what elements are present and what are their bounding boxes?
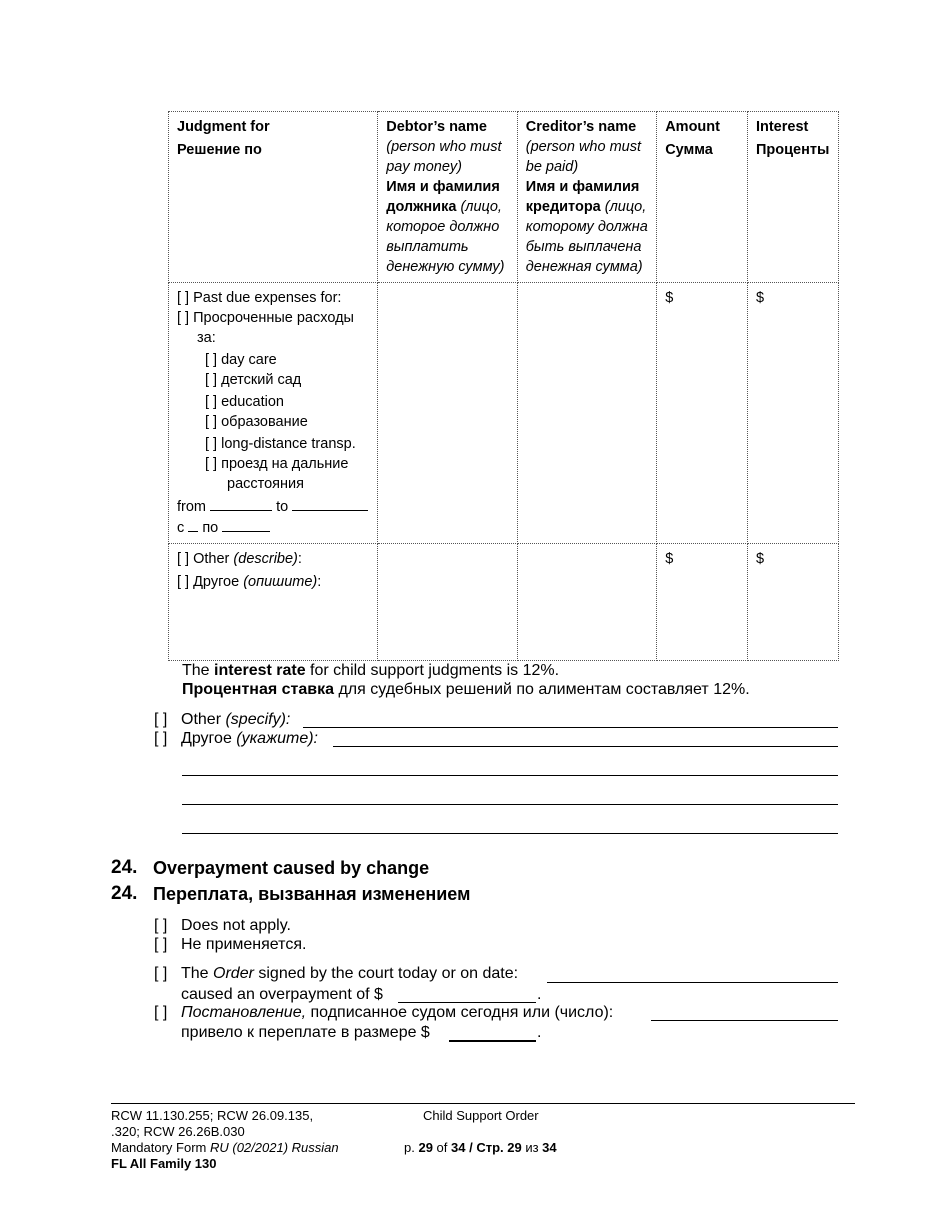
table-row-past-due — [169, 283, 839, 544]
header-creditor-ru-note: (лицо, которому должна быть выплачена денежная сумма) — [525, 199, 648, 275]
footer-rcw-line2: .320; RCW 26.26B.030 — [111, 1124, 245, 1139]
order-overpayment-label-en: The Order signed by the court today or on date: — [181, 965, 519, 982]
other-checkbox-en[interactable]: [ ] Other (describe): — [177, 551, 302, 567]
dollar-sign: $ — [665, 551, 674, 567]
to-label-ru: по — [202, 520, 219, 536]
from-label-en: from — [177, 499, 206, 515]
header-debtor-ru-note: (лицо, которое должно выплатить денежную сумму) — [386, 199, 505, 275]
transport-ru-cont: расстояния — [227, 476, 304, 492]
judgment-table — [168, 111, 839, 661]
header-creditor-en: Creditor’s name — [525, 119, 637, 135]
header-debtor-en: Debtor’s name — [386, 119, 487, 135]
dollar-sign: $ — [665, 290, 674, 306]
header-debtor — [378, 112, 518, 283]
table-row-other — [169, 544, 839, 661]
education-checkbox-en[interactable]: [ ] education — [205, 394, 284, 410]
other-specify-field-ru[interactable] — [333, 746, 838, 747]
header-creditor-ru: Имя и фамилия кредитора — [525, 179, 640, 215]
period: . — [537, 1024, 542, 1041]
header-interest-en: Interest — [755, 119, 809, 135]
table-header-row — [169, 112, 839, 283]
section-24-title-en: Overpayment caused by change — [153, 858, 430, 878]
header-amount — [657, 112, 748, 283]
past-due-interest-cell[interactable] — [747, 283, 838, 544]
education-checkbox-ru[interactable]: [ ] образование — [205, 414, 308, 430]
header-interest-ru: Проценты — [755, 142, 830, 158]
overpayment-amount-field-ru[interactable] — [449, 1040, 536, 1042]
section-24-title-ru: Переплата, вызванная изменением — [153, 884, 471, 904]
not-apply-label-en: Does not apply. — [181, 917, 291, 934]
other-checkbox-ru[interactable]: [ ] Другое (опишите): — [177, 574, 322, 590]
dollar-sign: $ — [755, 290, 765, 306]
footer-page-number: p. 29 of 34 / Стр. 29 из 34 — [404, 1140, 557, 1155]
header-debtor-ru: Имя и фамилия должника — [386, 179, 500, 215]
order-overpayment-checkbox-en[interactable]: [ ] — [154, 965, 168, 982]
other-specify-line-3[interactable] — [182, 804, 838, 805]
from-date-field[interactable] — [210, 496, 272, 511]
footer-mandatory-form: Mandatory Form RU (02/2021) Russian — [111, 1140, 339, 1155]
other-specify-checkbox-en[interactable]: [ ] — [154, 711, 168, 728]
overpayment-amount-label-ru: привело к переплате в размере $ — [181, 1024, 430, 1041]
past-due-checkbox-ru[interactable]: [ ] Просроченные расходы — [177, 310, 354, 326]
other-specify-label-en: Other (specify): — [181, 711, 291, 728]
transport-checkbox-ru[interactable]: [ ] проезд на дальние — [205, 456, 349, 472]
header-judgment-en: Judgment for — [177, 119, 270, 135]
not-apply-checkbox-ru[interactable]: [ ] — [154, 936, 168, 953]
from-date-field-ru[interactable] — [188, 517, 198, 532]
transport-checkbox-en[interactable]: [ ] long-distance transp. — [205, 436, 356, 452]
past-due-debtor-cell[interactable] — [378, 283, 518, 544]
header-judgment — [169, 112, 378, 283]
other-specify-line-2[interactable] — [182, 775, 838, 776]
header-debtor-en-note: (person who must pay money) — [386, 139, 502, 175]
to-date-field-ru[interactable] — [222, 517, 270, 532]
section-24-number-en: 24. — [111, 857, 138, 878]
other-specify-label-ru: Другое (укажите): — [181, 730, 318, 747]
other-interest-cell[interactable] — [747, 544, 838, 661]
past-due-cell — [169, 283, 378, 544]
other-cell — [169, 544, 378, 661]
to-label-en: to — [276, 499, 289, 515]
period: . — [537, 986, 542, 1003]
overpayment-amount-label-en: caused an overpayment of $ — [181, 986, 383, 1003]
footer-form-title: Child Support Order — [423, 1108, 539, 1123]
not-apply-label-ru: Не применяется. — [181, 936, 307, 953]
header-interest — [747, 112, 838, 283]
past-due-amount-cell[interactable] — [657, 283, 748, 544]
section-24-number-ru: 24. — [111, 883, 138, 904]
from-label-ru: с — [177, 520, 185, 536]
header-creditor-en-note: (person who must be paid) — [525, 139, 642, 175]
order-overpayment-checkbox-ru[interactable]: [ ] — [154, 1004, 168, 1021]
footer-rcw-line1: RCW 11.130.255; RCW 26.09.135, — [111, 1108, 314, 1123]
past-due-checkbox-en[interactable]: [ ] Past due expenses for: — [177, 290, 342, 306]
order-date-field-ru[interactable] — [651, 1020, 838, 1021]
header-amount-ru: Сумма — [665, 142, 713, 158]
interest-note-ru: Процентная ставка для судебных решений по алиментам составляет 12%. — [182, 681, 750, 698]
footer-form-id: FL All Family 130 — [111, 1156, 217, 1171]
other-amount-cell[interactable] — [657, 544, 748, 661]
other-creditor-cell[interactable] — [517, 544, 656, 661]
interest-note-en: The interest rate for child support judgments is 12%. — [182, 662, 560, 679]
order-overpayment-label-ru: Постановление, подписанное судом сегодня или (число): — [181, 1004, 614, 1021]
dollar-sign: $ — [755, 551, 765, 567]
day-care-checkbox-ru[interactable]: [ ] детский сад — [205, 372, 302, 388]
header-judgment-ru: Решение по — [177, 142, 262, 158]
header-amount-en: Amount — [665, 119, 720, 135]
past-due-ru-cont: за: — [197, 330, 216, 346]
other-specify-checkbox-ru[interactable]: [ ] — [154, 730, 168, 747]
to-date-field[interactable] — [292, 496, 368, 511]
past-due-creditor-cell[interactable] — [517, 283, 656, 544]
other-specify-field-en[interactable] — [303, 727, 838, 728]
not-apply-checkbox-en[interactable]: [ ] — [154, 917, 168, 934]
order-date-field-en[interactable] — [547, 982, 838, 983]
other-specify-line-4[interactable] — [182, 833, 838, 834]
header-creditor — [517, 112, 656, 283]
day-care-checkbox-en[interactable]: [ ] day care — [205, 352, 277, 368]
footer-divider — [111, 1103, 855, 1104]
other-debtor-cell[interactable] — [378, 544, 518, 661]
